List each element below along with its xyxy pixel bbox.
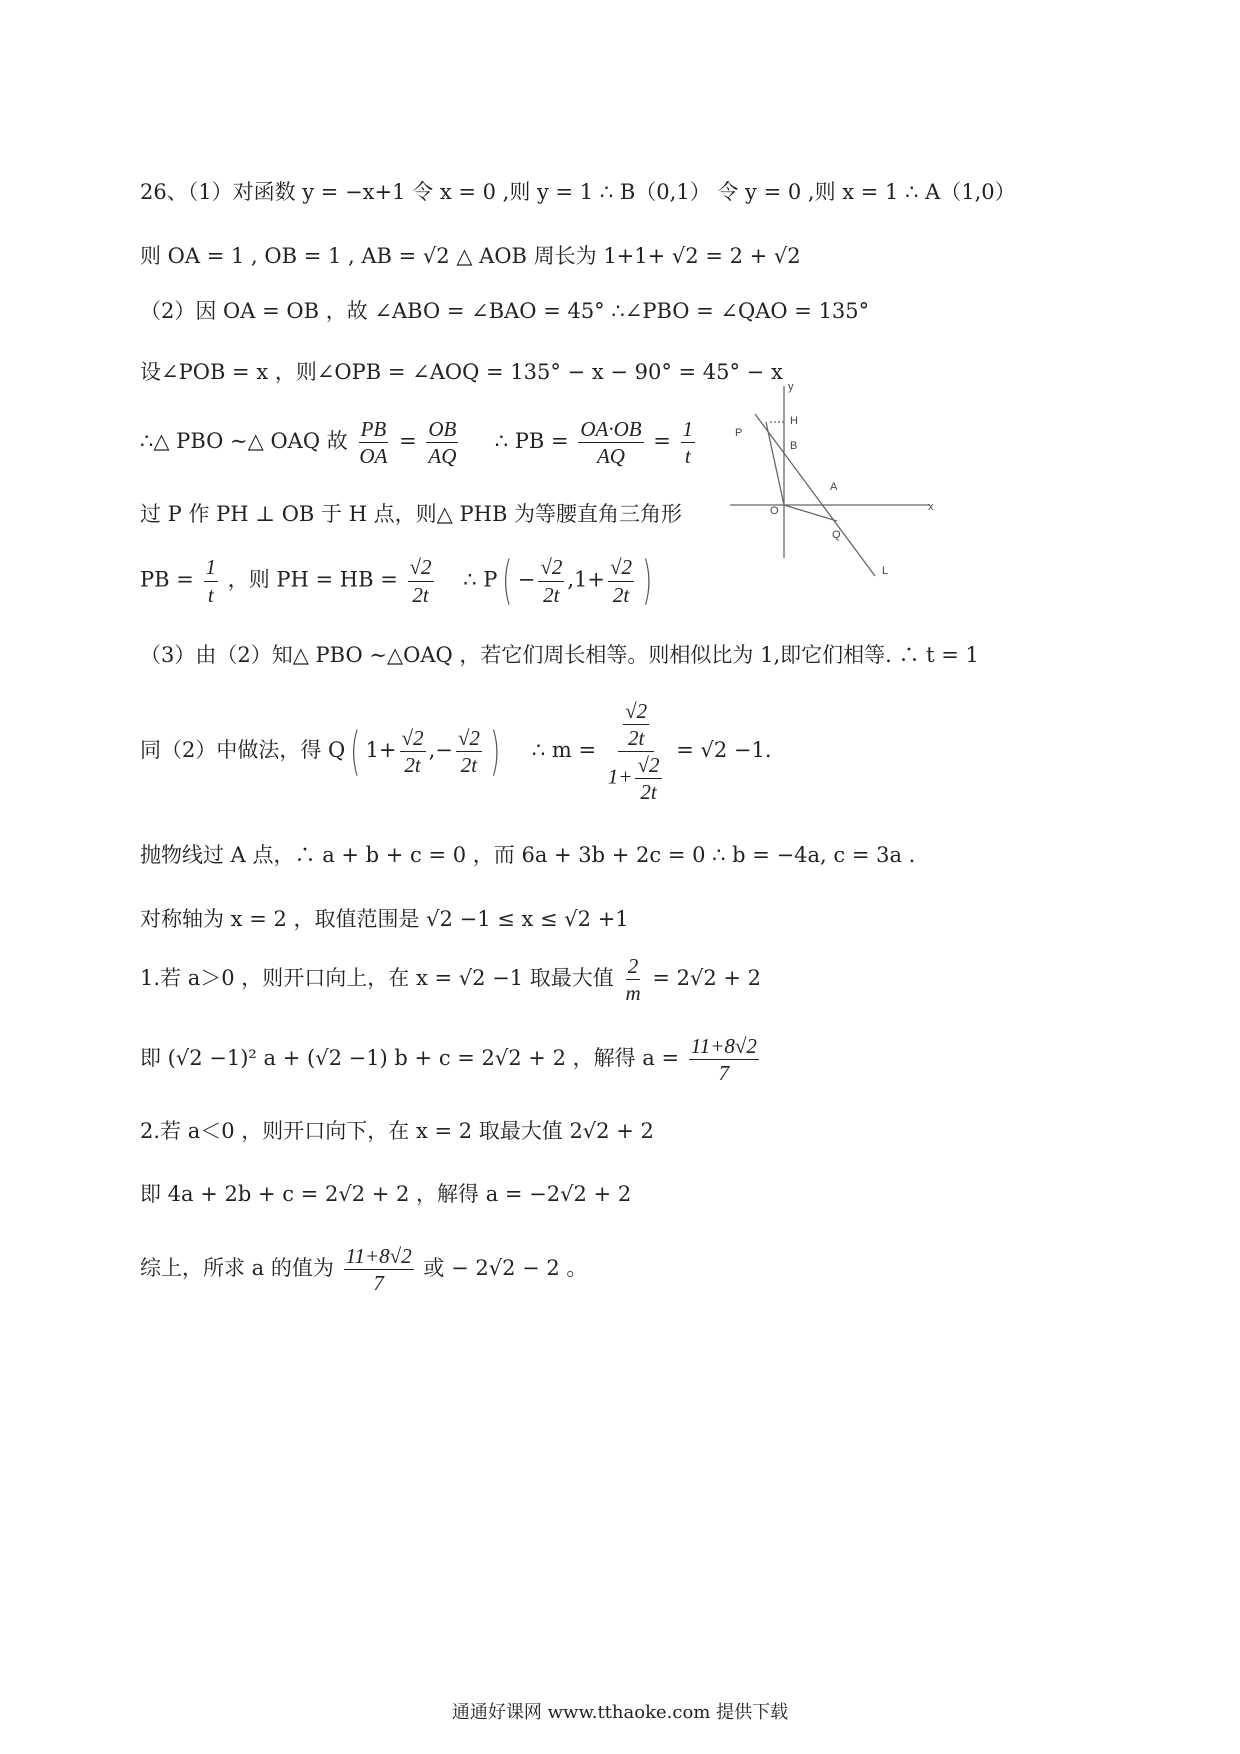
fraction-2-m: $\frac{2}{m}$ — [625, 954, 641, 1006]
fraction-root2-2t: $\frac{√2}{2t}$ — [609, 555, 633, 607]
fraction-root2-2t: $\frac{√2}{2t}$ — [457, 726, 480, 778]
geometry-figure — [730, 378, 940, 578]
label-y: y — [788, 381, 794, 393]
label-h: H — [790, 415, 798, 427]
label-o: O — [770, 505, 779, 517]
solution-line-13: 即 (√2 −1)² a + (√2 −1) b + c = 2√2 + 2 ，解得 a = $\frac{11+8√2}{7}$ — [140, 1034, 757, 1086]
label-x: x — [928, 501, 934, 513]
fraction-root2-2t: $\frac{√2}{2t}$ — [540, 555, 563, 607]
solution-line-15: 即 4a + 2b + c = 2√2 + 2 ，解得 a = −2√2 + 2 — [140, 1182, 632, 1206]
solution-line-16: 综上，所求 a 的值为 $\frac{11+8√2}{7}$ 或 − 2√2 − 2 。 — [140, 1244, 588, 1296]
fraction-ob-aq: $\frac{OB}{AQ}$ — [428, 417, 457, 469]
solution-line-10: 抛物线过 A 点，∴ a + b + c = 0 ，而 6a + 3b + 2c = 0 ∴ b = −4a, c = 3a . — [140, 843, 916, 867]
solution-line-3: （2）因 OA = OB ，故 ∠ABO = ∠BAO = 45° ∴∠PBO = ∠QAO = 135° — [140, 299, 870, 323]
label-b: B — [790, 440, 798, 452]
page-footer: 通通好课网 www.tthaoke.com 提供下载 — [451, 1702, 789, 1723]
solution-line-1: 26、（1）对函数 y = −x+1 令 x = 0 ,则 y = 1 ∴ B（0,1） 令 y = 0 ,则 x = 1 ∴ A（1,0） — [140, 180, 1016, 204]
solution-line-6: 过 P 作 PH ⊥ OB 于 H 点，则△ PHB 为等腰直角三角形 — [140, 502, 683, 526]
label-q: Q — [832, 529, 841, 541]
solution-line-12: 1.若 a＞0 ，则开口向上，在 x = √2 −1 取最大值 $\frac{2}{m}$ = 2√2 + 2 — [140, 954, 762, 1006]
fraction-a-result: $\frac{11+8√2}{7}$ — [690, 1034, 757, 1086]
fraction-pb-oa: $\frac{PB}{OA}$ — [359, 417, 388, 469]
fraction-a-result: $\frac{11+8√2}{7}$ — [345, 1244, 412, 1296]
fraction-one-t: $\frac{1}{t}$ — [205, 555, 217, 607]
label-l: L — [882, 565, 889, 577]
solution-line-5: ∴△ PBO ∼△ OAQ 故 $\frac{PB}{OA}$ = $\frac{OB}{AQ}$ ∴ PB = $\frac{OA\cdot OB}{AQ}$ = $\frac{1}{t}$ — [140, 417, 694, 469]
solution-line-2: 则 OA = 1 , OB = 1 , AB = √2 △ AOB 周长为 1+1+ √2 = 2 + √2 — [140, 244, 801, 268]
fraction-oaob-aq: $\frac{OA\cdot OB}{AQ}$ — [580, 417, 642, 469]
compound-fraction-m: $\frac{√2}{2t}$ 1+ $\frac{√2}{2t}$ — [607, 699, 660, 805]
segment-po — [766, 422, 784, 505]
solution-line-7: PB = $\frac{1}{t}$ ，则 PH = HB = $\frac{√2}{2t}$ ∴ P( − $\frac{√2}{2t}$ ,1+ $\frac{√2}{2t}$ ) — [140, 551, 653, 611]
solution-line-9: 同（2）中做法，得 Q( 1+ $\frac{√2}{2t}$ ,− $\frac{√2}{2t}$ ) ∴ m = $\frac{√2}{2t}$ 1+ $\frac{√2}{2t}$ = √2 −1. — [140, 699, 772, 805]
solution-line-8: （3）由（2）知△ PBO ∼△OAQ ，若它们周长相等。则相似比为 1,即它们相等. ∴ t = 1 — [140, 643, 979, 667]
solution-line-4: 设∠POB = x ，则∠OPB = ∠AOQ = 135° − x − 90° = 45° − x — [140, 360, 783, 384]
solution-line-14: 2.若 a＜0 ，则开口向下，在 x = 2 取最大值 2√2 + 2 — [140, 1119, 654, 1143]
label-p: P — [735, 427, 743, 439]
line-l — [755, 414, 875, 576]
fraction-root2-2t: $\frac{√2}{2t}$ — [409, 555, 432, 607]
label-a: A — [830, 481, 838, 493]
fraction-root2-2t: $\frac{√2}{2t}$ — [401, 726, 424, 778]
solution-line-11: 对称轴为 x = 2 ，取值范围是 √2 −1 ≤ x ≤ √2 +1 — [140, 907, 629, 931]
fraction-one-t: $\frac{1}{t}$ — [682, 417, 694, 469]
